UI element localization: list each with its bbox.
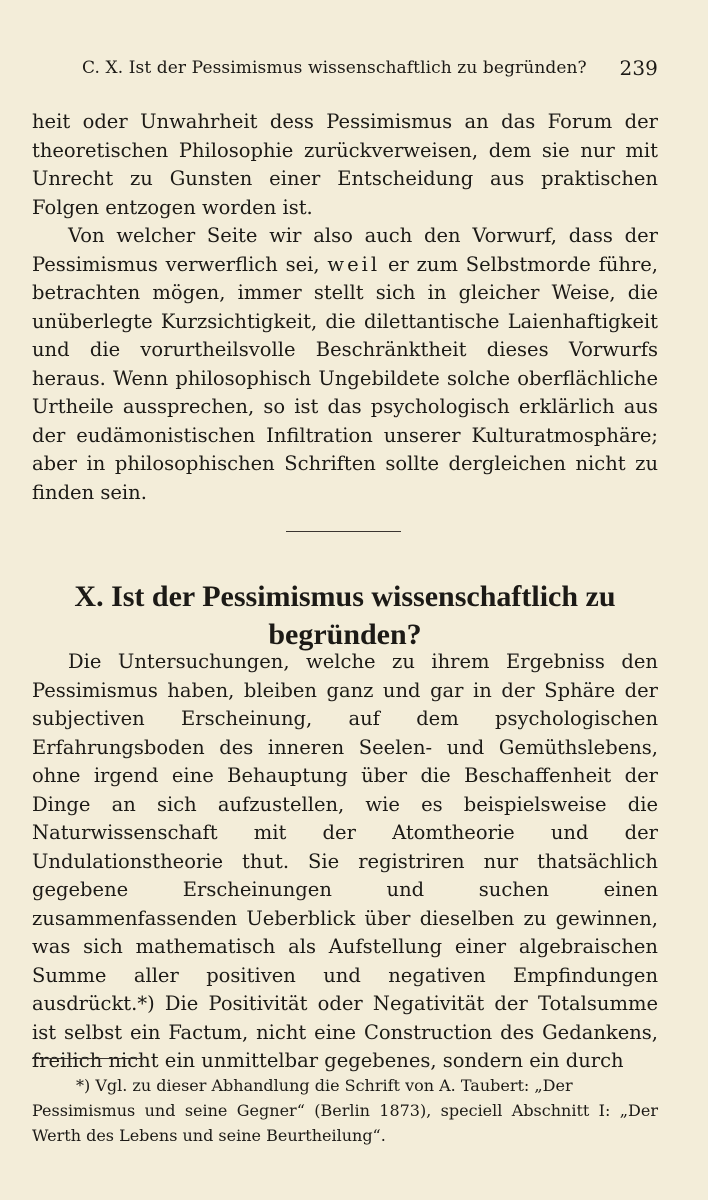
footnote-divider bbox=[32, 1058, 142, 1059]
paragraph-continuation: heit oder Unwahrheit dess Pessimismus an das Forum der theoretischen Philosophie zurückverweisen, dem sie nur mit Unrecht zu Gunsten einer Entscheidung aus praktischen Folgen entzogen worden ist. bbox=[32, 110, 658, 219]
book-page bbox=[32, 0, 658, 1200]
running-head-title: C. X. Ist der Pessimismus wissenschaftlich zu begründen? bbox=[82, 58, 587, 78]
section-divider bbox=[286, 531, 401, 532]
paragraph-text-before-emphasis: Von welcher Seite wir also auch den Vorwurf, dass der Pessimismus verwerflich sei, bbox=[32, 224, 658, 276]
running-head bbox=[82, 58, 658, 78]
emphasized-word: weil bbox=[327, 252, 381, 276]
paragraph-untersuchungen: Die Untersuchungen, welche zu ihrem Ergebniss den Pessimismus haben, bleiben ganz und gar in der Sphäre der subjectiven Erscheinung, auf dem psychologischen Erfahrungsboden des inneren Seelen- und Gemüthslebens, ohne irgend eine Behauptung über die Beschaffenheit der Dinge an sich aufzustellen, wie es beispielsweise die Naturwissenschaft mit der Atomtheorie und der Undulationstheorie thut. Sie registriren nur thatsächlich gegebene Erscheinungen und suchen einen zusammenfassenden Ueberblick über dieselben zu gewinnen, was sich mathematisch als Aufstellung einer algebraischen Summe aller positiven und negativen Empfindungen ausdrückt.*) Die Positivität oder Negativität der Totalsumme ist selbst ein Factum, nicht eine Construction des Gedankens, freilich nicht ein unmittelbar gegebenes, sondern ein durch bbox=[32, 650, 658, 1072]
footnote-rest: Pessimismus und seine Gegner“ (Berlin 1873), speciell Abschnitt I: „Der Werth des Lebens und seine Beurtheilung“. bbox=[32, 1101, 658, 1145]
section-heading: X. Ist der Pessimismus wissenschaftlich zu begründen? bbox=[74, 580, 616, 651]
paragraph-selbstmord bbox=[32, 222, 658, 507]
footnote bbox=[32, 1073, 658, 1148]
paragraph-text-after-emphasis: er zum Selbstmorde führe, betrachten mögen, immer stellt sich in gleicher Weise, die unüberlegte Kurzsichtigkeit, die dilettantische Laienhaftigkeit und die vorurtheilsvolle Beschränktheit dieses Vorwurfs heraus. Wenn philosophisch Ungebildete solche oberflächliche Urtheile aussprechen, so ist das psychologisch erklärlich aus der eudämonistischen Infiltration unserer Kulturatmosphäre; aber in philosophischen Schriften sollte dergleichen nicht zu finden sein. bbox=[32, 252, 658, 504]
page-number: 239 bbox=[619, 56, 658, 80]
footnote-first-line: *) Vgl. zu dieser Abhandlung die Schrift von A. Taubert: „Der bbox=[76, 1076, 573, 1095]
